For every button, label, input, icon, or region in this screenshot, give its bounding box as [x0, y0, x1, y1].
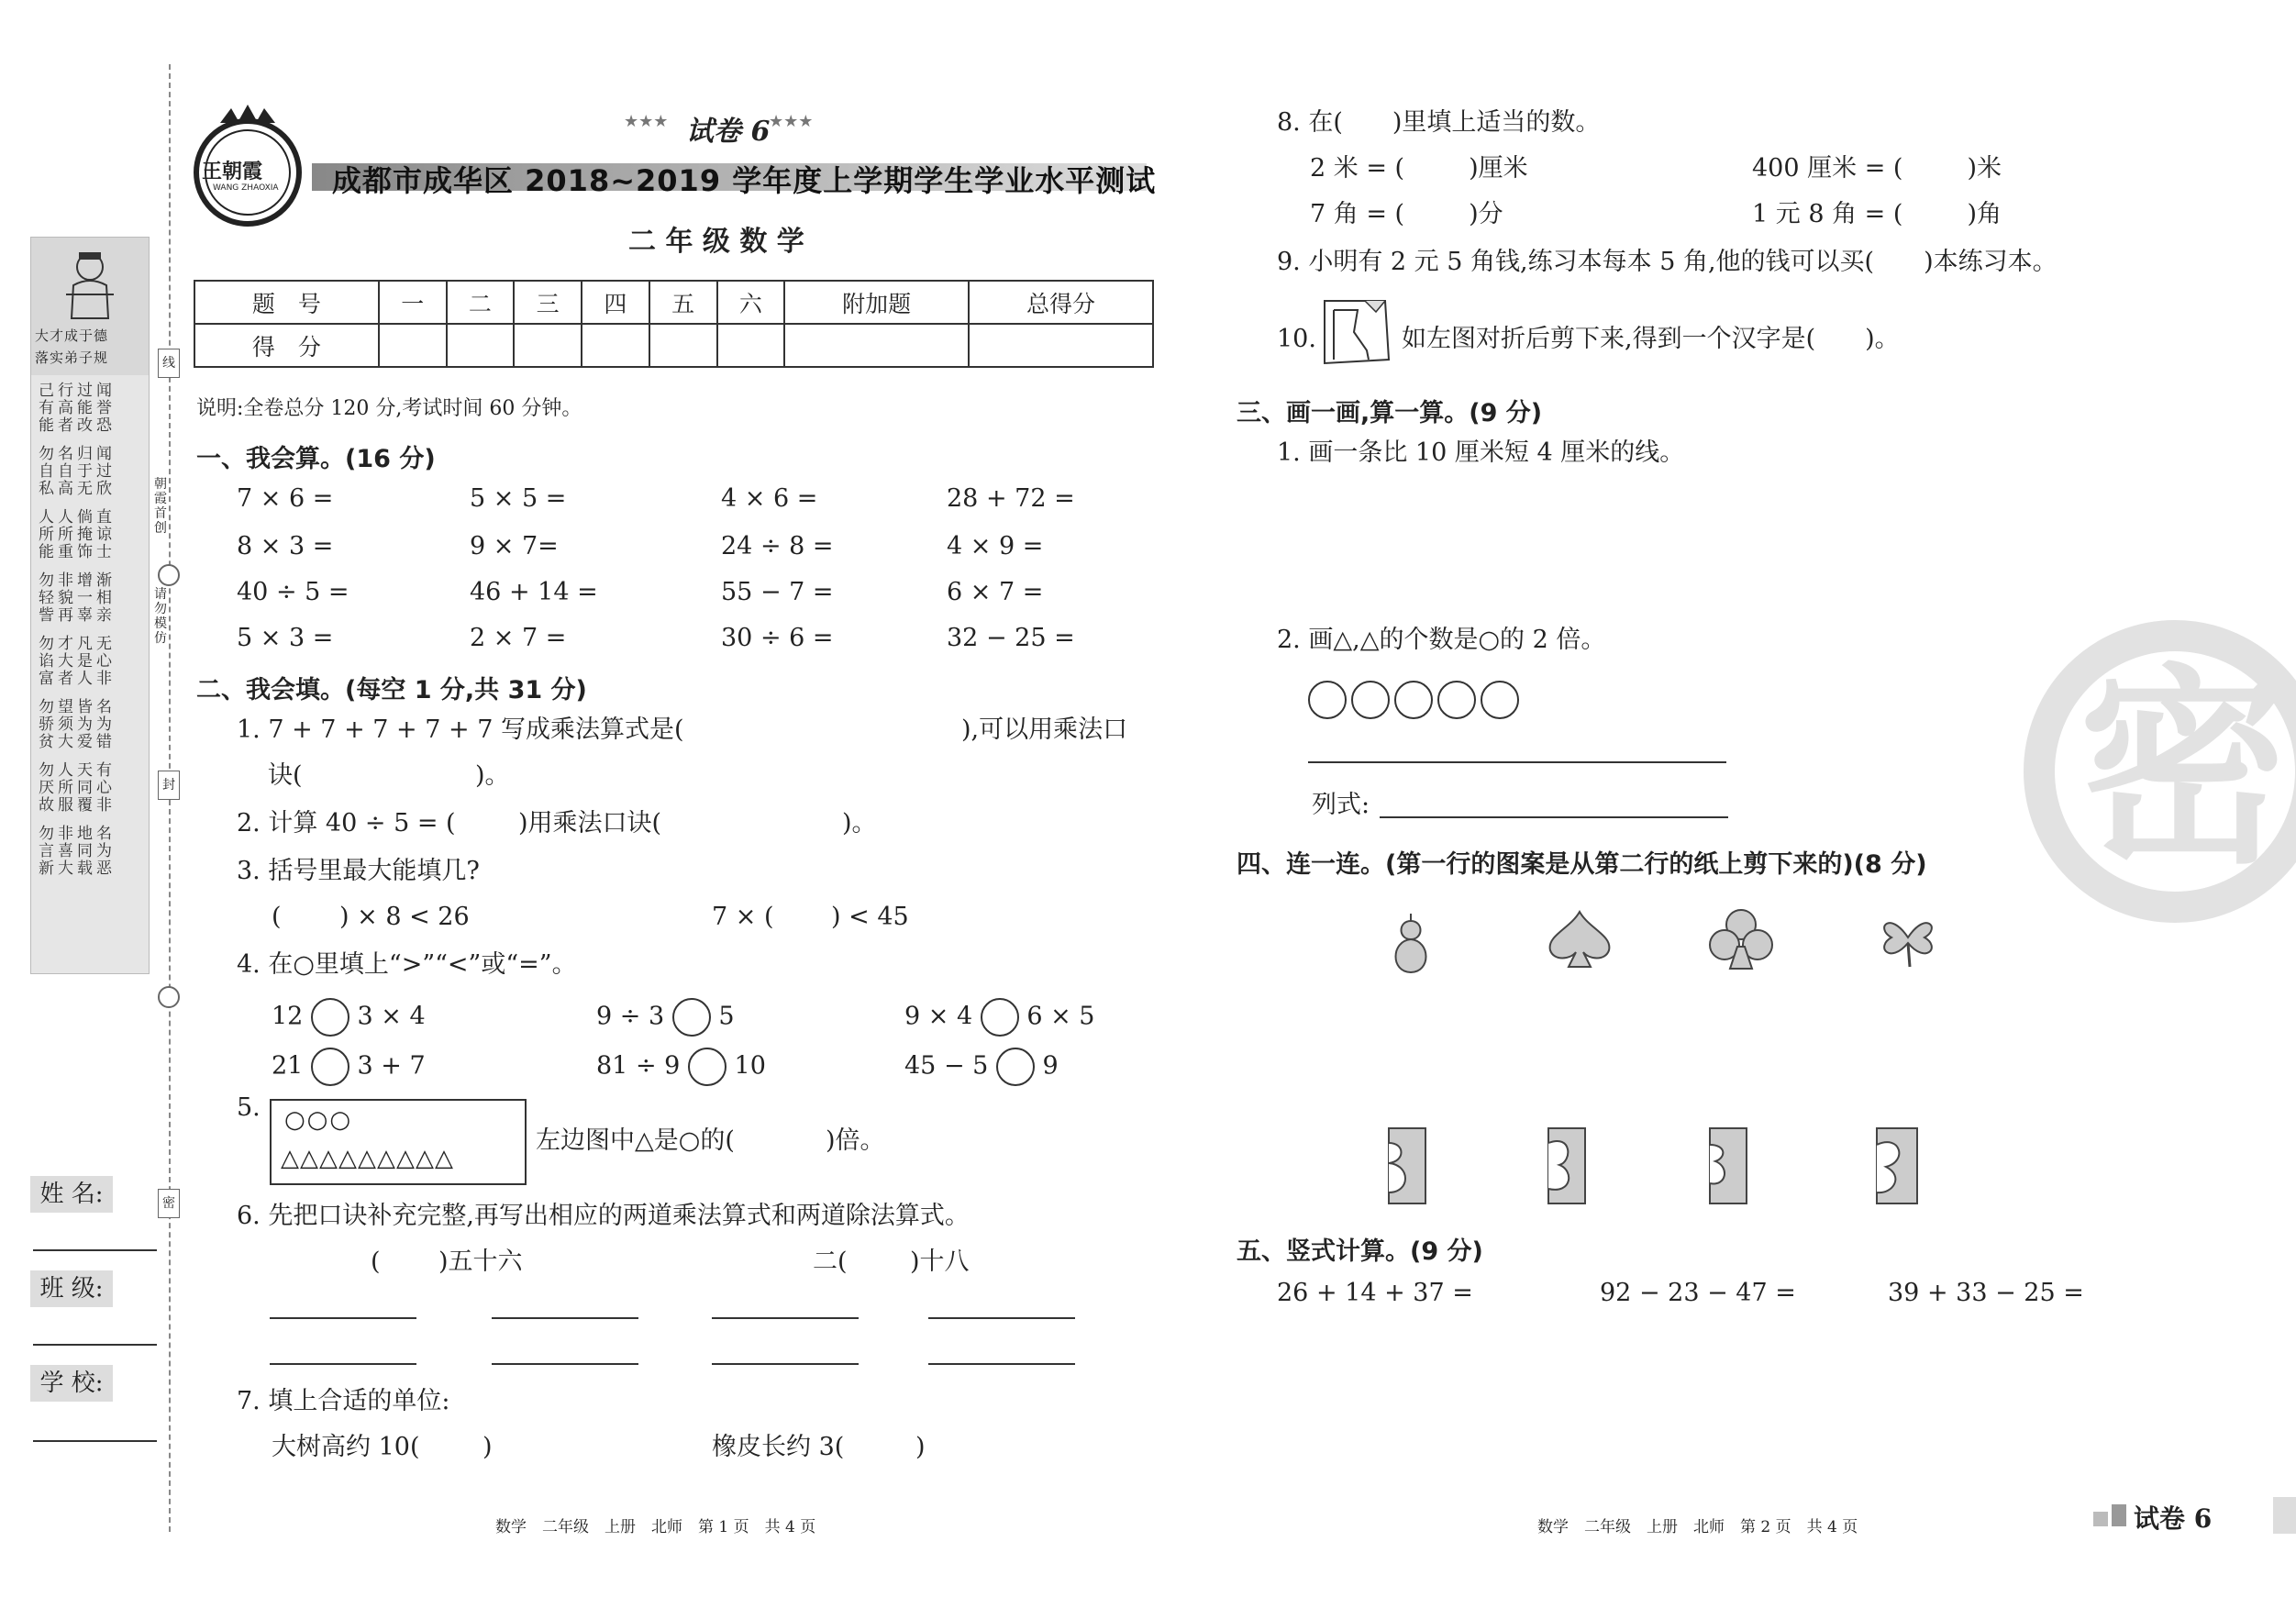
calc-item: 46 + 14 =: [470, 578, 598, 606]
score-input[interactable]: [582, 324, 649, 367]
compare-item: 9 ÷ 3 5: [596, 998, 735, 1037]
school-field[interactable]: [33, 1440, 157, 1442]
section4-title: 四、连一连。(第一行的图案是从第二行的纸上剪下来的)(8 分): [1237, 850, 1927, 879]
q5-text-b: )倍。: [826, 1126, 885, 1155]
calc-item: 5 × 3 =: [237, 624, 334, 652]
given-circles: [1308, 681, 1519, 719]
spade-shape-icon[interactable]: [1543, 908, 1616, 972]
fill-item: 1 元 8 角 = ( )角: [1752, 200, 2002, 228]
binding-hole-icon: [158, 564, 180, 586]
q3-b-rest: ) < 45: [831, 903, 909, 931]
page1-footer: 数学 二年级 上册 北师 第 1 页 共 4 页: [495, 1518, 816, 1536]
score-header-row: [194, 281, 1153, 324]
logo-sub: WANG ZHAOXIA: [213, 183, 279, 193]
scholar-figure-icon: [62, 249, 117, 322]
motto-strip: [30, 237, 150, 974]
section3-title: 三、画一画,算一算。(9 分): [1237, 399, 1543, 427]
compare-item: 81 ÷ 9 10: [596, 1048, 766, 1086]
calc-item: 7 × 6 =: [237, 484, 334, 513]
q7-b-close: ): [915, 1433, 926, 1461]
table-cell: 四: [582, 281, 649, 324]
compare-item: 9 × 4 6 × 5: [904, 998, 1095, 1037]
formula-line[interactable]: [1380, 816, 1728, 818]
q6-b-rest: )十八: [910, 1248, 970, 1276]
sec3-q1: 1. 画一条比 10 厘米短 4 厘米的线。: [1277, 438, 1685, 467]
q6-b-open: 二(: [813, 1248, 848, 1276]
q3-b-open: 7 × (: [712, 903, 774, 931]
q7-text: 7. 填上合适的单位:: [237, 1387, 450, 1415]
school-label: 学 校:: [30, 1365, 113, 1402]
corner-decoration: [2112, 1504, 2126, 1526]
folded-paper-2-icon[interactable]: [1545, 1125, 1591, 1207]
stars-right: ★★★: [769, 112, 814, 131]
table-cell: 一: [379, 281, 447, 324]
q10-number: 10.: [1277, 325, 1316, 353]
cut-mark-secret: 密: [158, 1189, 180, 1218]
calc-item: 28 + 72 =: [947, 484, 1075, 513]
table-cell: 三: [514, 281, 582, 324]
draw-area[interactable]: [1277, 477, 2011, 615]
fill-item: 2 米 = ( )厘米: [1310, 154, 1528, 183]
corner-decoration: [2093, 1512, 2108, 1526]
q6-a-open: (: [371, 1248, 381, 1276]
sec3-q2: 2. 画△,△的个数是○的 2 倍。: [1277, 626, 1606, 654]
motto-bottom: 落实弟子规: [35, 349, 109, 366]
q6-a-rest: )五十六: [438, 1248, 523, 1276]
given-circle: [1437, 681, 1476, 719]
q9-text: 9. 小明有 2 元 5 角钱,练习本每本 5 角,他的钱可以买( )本练习本。: [1277, 248, 2058, 276]
binding-hole-icon: [158, 986, 180, 1008]
q2-text-b: )用乘法口诀(: [518, 809, 662, 837]
name-label: 姓 名:: [30, 1176, 113, 1213]
exam-subtitle: 二 年 级 数 学: [628, 226, 804, 258]
given-circle: [1351, 681, 1390, 719]
q3-a-rest: ) × 8 < 26: [339, 903, 470, 931]
q2-text-a: 2. 计算 40 ÷ 5 = (: [237, 809, 456, 837]
calc-item: 4 × 6 =: [721, 484, 818, 513]
section1-title: 一、我会算。(16 分): [196, 445, 436, 473]
motto-top: 大才成于德: [35, 327, 109, 344]
q5-circles: ○○○: [284, 1106, 353, 1134]
q6-text: 6. 先把口诀补充完整,再写出相应的两道乘法算式和两道除法算式。: [237, 1202, 970, 1230]
answer-line[interactable]: [492, 1363, 638, 1365]
section2-title: 二、我会填。(每空 1 分,共 31 分): [196, 676, 587, 704]
clover-shape-icon[interactable]: [1871, 906, 1945, 972]
answer-line[interactable]: [928, 1363, 1075, 1365]
page2-footer: 数学 二年级 上册 北师 第 2 页 共 4 页: [1537, 1518, 1858, 1536]
calc-item: 30 ÷ 6 =: [721, 624, 834, 652]
cut-mark-nocopy: 请勿模仿: [154, 587, 167, 646]
compare-item: 12 3 × 4: [272, 998, 426, 1037]
answer-line[interactable]: [270, 1363, 416, 1365]
folded-paper-3-icon[interactable]: [1706, 1125, 1752, 1207]
score-input[interactable]: [379, 324, 447, 367]
fill-item: 7 角 = ( )分: [1310, 200, 1503, 228]
corner-paper-label: 试卷 6: [2134, 1503, 2213, 1534]
vertical-calc-item: 26 + 14 + 37 =: [1277, 1279, 1473, 1307]
logo-text: 王朝霞: [202, 160, 263, 183]
given-circle: [1308, 681, 1347, 719]
class-label: 班 级:: [30, 1270, 113, 1307]
name-field[interactable]: [33, 1249, 157, 1251]
compare-circle[interactable]: [996, 1048, 1035, 1086]
compare-circle[interactable]: [311, 1048, 349, 1086]
compare-circle[interactable]: [672, 998, 711, 1037]
secret-seal-text: 密: [2079, 648, 2290, 893]
answer-line[interactable]: [928, 1317, 1075, 1319]
q2-text-c: )。: [842, 809, 877, 837]
q7-a-close: ): [482, 1433, 493, 1461]
stars-left: ★★★: [624, 112, 669, 131]
score-value-row: [194, 324, 1153, 367]
calc-item: 2 × 7 =: [470, 624, 567, 652]
calc-item: 55 − 7 =: [721, 578, 834, 606]
exam-title: 成都市成华区 2018~2019 学年度上学期学生学业水平测试: [332, 163, 1157, 198]
q3-text: 3. 括号里最大能填几?: [237, 857, 480, 885]
q8-text: 8. 在( )里填上适当的数。: [1277, 108, 1601, 137]
table-cell: 得 分: [194, 324, 379, 367]
instructions: 说明:全卷总分 120 分,考试时间 60 分钟。: [196, 397, 582, 420]
q4-text: 4. 在○里填上“>”“<”或“=”。: [237, 950, 577, 979]
cut-mark-seal: 封: [158, 771, 180, 800]
table-cell: 六: [717, 281, 785, 324]
score-input[interactable]: [969, 324, 1153, 367]
q7-a-open: 大树高约 10(: [272, 1433, 420, 1461]
folded-paper-1-icon[interactable]: [1383, 1125, 1429, 1207]
section5-title: 五、竖式计算。(9 分): [1237, 1237, 1483, 1266]
q1-text-d: )。: [475, 761, 510, 790]
table-cell: 二: [447, 281, 515, 324]
q3-a-open: (: [272, 903, 282, 931]
q10-text: 如左图对折后剪下来,得到一个汉字是( )。: [1402, 325, 1900, 353]
answer-line[interactable]: [492, 1317, 638, 1319]
q5-figure-box: [270, 1099, 527, 1185]
compare-circle[interactable]: [981, 998, 1019, 1037]
q5-triangles: △△△△△△△△△: [281, 1145, 454, 1172]
table-cell: 题 号: [194, 281, 379, 324]
q5-text-a: 左边图中△是○的(: [536, 1126, 735, 1155]
folded-paper-icon: [1321, 295, 1394, 369]
answer-line[interactable]: [712, 1317, 859, 1319]
draw-line[interactable]: [1308, 761, 1726, 763]
score-input[interactable]: [717, 324, 785, 367]
calc-item: 40 ÷ 5 =: [237, 578, 349, 606]
calc-item: 9 × 7=: [470, 532, 559, 560]
paper-label: 试卷 6: [686, 116, 771, 148]
score-input[interactable]: [649, 324, 717, 367]
calc-item: 5 × 5 =: [470, 484, 567, 513]
answer-line[interactable]: [712, 1363, 859, 1365]
q1-text-c: 诀(: [268, 761, 303, 790]
table-cell: 附加题: [784, 281, 969, 324]
compare-item: 45 − 5 9: [904, 1048, 1059, 1086]
q1-text-a: 1. 7 + 7 + 7 + 7 + 7 写成乘法算式是(: [237, 715, 684, 744]
club-shape-icon[interactable]: [1704, 906, 1778, 972]
corner-decoration: [2273, 1497, 2296, 1534]
vertical-calc-item: 92 − 23 − 47 =: [1600, 1279, 1796, 1307]
vertical-calc-item: 39 + 33 − 25 =: [1888, 1279, 2084, 1307]
table-cell: 五: [649, 281, 717, 324]
compare-circle[interactable]: [311, 998, 349, 1037]
q7-b-open: 橡皮长约 3(: [712, 1433, 845, 1461]
table-cell: 总得分: [969, 281, 1153, 324]
compare-item: 21 3 + 7: [272, 1048, 426, 1086]
calc-item: 6 × 7 =: [947, 578, 1044, 606]
gourd-shape-icon[interactable]: [1383, 912, 1438, 976]
folded-paper-4-icon[interactable]: [1873, 1125, 1919, 1207]
strip-header: [31, 238, 149, 375]
fill-item: 400 厘米 = ( )米: [1752, 154, 2002, 183]
q1-text-b: ),可以用乘法口: [961, 715, 1128, 744]
calc-item: 24 ÷ 8 =: [721, 532, 834, 560]
calc-item: 4 × 9 =: [947, 532, 1044, 560]
calc-item: 32 − 25 =: [947, 624, 1075, 652]
cut-mark-line: 线: [158, 349, 180, 378]
answer-line[interactable]: [270, 1317, 416, 1319]
motto-text: 己行过闻 有高能誉 能者改恐 勿名归闻 自自于过 私高无欣 人人倘直 所所掩谅 能重饰士 勿非增渐 轻貌一相 訾再辜亲 勿才凡无 谄大是心 富者人非 勿望皆名 骄须为为 贫大爱错 勿人天有 厌所同心 故服覆非 勿非地名 言喜同为 新大载恶: [39, 382, 116, 878]
compare-circle[interactable]: [688, 1048, 727, 1086]
cut-mark-original: 朝霞首创: [154, 477, 167, 536]
score-input[interactable]: [447, 324, 515, 367]
given-circle: [1481, 681, 1519, 719]
score-input[interactable]: [514, 324, 582, 367]
given-circle: [1394, 681, 1433, 719]
formula-label: 列式:: [1312, 791, 1370, 819]
calc-item: 8 × 3 =: [237, 532, 334, 560]
class-field[interactable]: [33, 1344, 157, 1346]
score-table: [194, 280, 1154, 368]
q5-number: 5.: [237, 1093, 261, 1122]
score-input[interactable]: [784, 324, 969, 367]
